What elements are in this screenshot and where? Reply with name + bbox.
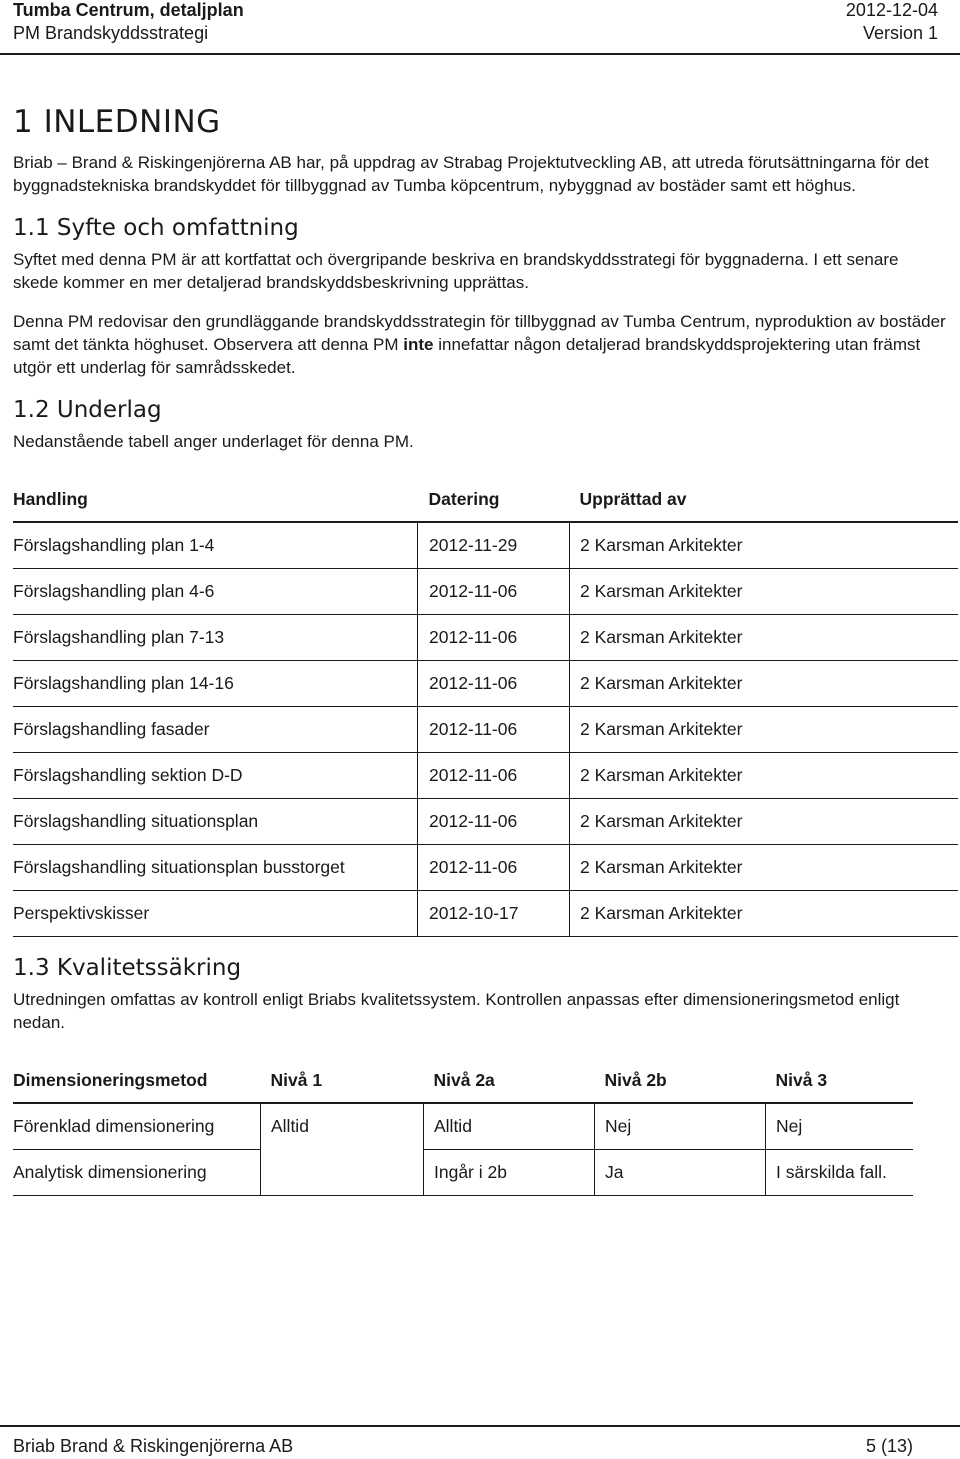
method-cell: Analytisk dimensionering xyxy=(13,1150,261,1196)
page-number: 5 (13) xyxy=(865,1436,913,1456)
author-cell: 2 Karsman Arkitekter xyxy=(570,522,959,569)
scope-paragraph xyxy=(13,310,948,379)
date-cell: 2012-11-06 xyxy=(418,615,570,661)
level-cell: Ingår i 2b xyxy=(424,1150,595,1196)
column-header: Handling xyxy=(13,477,418,522)
table-header-row xyxy=(13,1058,913,1103)
header-subtitle: PM Brandskyddsstrategi xyxy=(13,23,209,43)
table-row xyxy=(13,799,958,845)
author-cell: 2 Karsman Arkitekter xyxy=(570,707,959,753)
quality-table xyxy=(13,1058,913,1196)
document-name-cell: Förslagshandling situationsplan xyxy=(13,799,418,845)
column-header: Nivå 1 xyxy=(261,1058,424,1103)
document-name-cell: Förslagshandling fasader xyxy=(13,707,418,753)
date-cell: 2012-11-06 xyxy=(418,707,570,753)
table-row xyxy=(13,1103,913,1150)
document-name-cell: Förslagshandling plan 4-6 xyxy=(13,569,418,615)
author-cell: 2 Karsman Arkitekter xyxy=(570,661,959,707)
column-header: Datering xyxy=(418,477,570,522)
document-name-cell: Perspektivskisser xyxy=(13,891,418,937)
table-row xyxy=(13,707,958,753)
date-cell: 2012-11-06 xyxy=(418,569,570,615)
table-row xyxy=(13,1150,913,1196)
footer-company: Briab Brand & Riskingenjörerna AB xyxy=(13,1436,294,1456)
level-cell: Ja xyxy=(595,1150,766,1196)
intro-paragraph: Briab – Brand & Riskingenjörerna AB har, på uppdrag av Strabag Projektutveckling AB, att utreda förutsättningarna för det byggnadstekniska brandskyddet för tillbyggnad av Tumba köpcentrum, nybyggnad av bostäder samt ett höghus. xyxy=(13,153,929,195)
table-row xyxy=(13,615,958,661)
header-date: 2012-12-04 xyxy=(845,0,938,20)
table-row xyxy=(13,891,958,937)
date-cell: 2012-11-06 xyxy=(418,799,570,845)
purpose-paragraph: Syftet med denna PM är att kortfattat och övergripande beskriva en brandskyddsstrategi för byggnaderna. I ett senare skede kommer en mer detaljerad brandskyddsbeskrivning upprättas. xyxy=(13,250,899,292)
table-row xyxy=(13,569,958,615)
date-cell: 2012-11-06 xyxy=(418,661,570,707)
level-cell: Alltid xyxy=(261,1103,424,1150)
method-cell: Förenklad dimensionering xyxy=(13,1103,261,1150)
author-cell: 2 Karsman Arkitekter xyxy=(570,753,959,799)
date-cell: 2012-10-17 xyxy=(418,891,570,937)
main-content xyxy=(13,100,948,1196)
document-name-cell: Förslagshandling sektion D-D xyxy=(13,753,418,799)
table-row xyxy=(13,522,958,569)
author-cell: 2 Karsman Arkitekter xyxy=(570,799,959,845)
scope-emphasis: inte xyxy=(403,335,434,354)
column-header: Upprättad av xyxy=(570,477,959,522)
date-cell: 2012-11-06 xyxy=(418,753,570,799)
author-cell: 2 Karsman Arkitekter xyxy=(570,891,959,937)
level-cell: I särskilda fall. xyxy=(766,1150,914,1196)
header-version: Version 1 xyxy=(862,23,938,43)
author-cell: 2 Karsman Arkitekter xyxy=(570,569,959,615)
table-row xyxy=(13,753,958,799)
scope-text-a: Denna PM redovisar den grundläggande brandskyddsstrategin för tillbyggnad av Tumba Centrum, nyproduktion av bostäder samt det tänkta höghuset. Observera att denna PM xyxy=(13,312,946,354)
page-header xyxy=(13,0,938,48)
column-header: Dimensioneringsmetod xyxy=(13,1058,261,1103)
document-name-cell: Förslagshandling plan 1-4 xyxy=(13,522,418,569)
section-heading-1-2: 1.2 Underlag xyxy=(13,397,162,423)
column-header: Nivå 2b xyxy=(595,1058,766,1103)
section-heading-1: 1 INLEDNING xyxy=(13,104,221,140)
date-cell: 2012-11-06 xyxy=(418,845,570,891)
column-header: Nivå 3 xyxy=(766,1058,914,1103)
author-cell: 2 Karsman Arkitekter xyxy=(570,845,959,891)
section-heading-1-3: 1.3 Kvalitetssäkring xyxy=(13,955,242,981)
table-header-row xyxy=(13,477,958,522)
header-title: Tumba Centrum, detaljplan xyxy=(13,0,244,20)
basis-intro: Nedanstående tabell anger underlaget för denna PM. xyxy=(13,432,414,451)
table-row xyxy=(13,661,958,707)
date-cell: 2012-11-29 xyxy=(418,522,570,569)
section-heading-1-1: 1.1 Syfte och omfattning xyxy=(13,215,299,241)
author-cell: 2 Karsman Arkitekter xyxy=(570,615,959,661)
level-cell: Nej xyxy=(595,1103,766,1150)
basis-table xyxy=(13,477,958,937)
footer-divider xyxy=(0,1425,960,1427)
document-name-cell: Förslagshandling plan 14-16 xyxy=(13,661,418,707)
column-header: Nivå 2a xyxy=(424,1058,595,1103)
document-name-cell: Förslagshandling situationsplan busstorget xyxy=(13,845,418,891)
scope-text-b: innefattar någon detaljerad brandskyddsprojektering utan främst utgör ett underlag för samrådsskedet. xyxy=(13,335,921,377)
header-divider xyxy=(0,53,960,55)
quality-paragraph: Utredningen omfattas av kontroll enligt Briabs kvalitetssystem. Kontrollen anpassas efter dimensioneringsmetod enligt nedan. xyxy=(13,990,900,1032)
level-cell: Nej xyxy=(766,1103,914,1150)
level-cell xyxy=(261,1150,424,1196)
document-name-cell: Förslagshandling plan 7-13 xyxy=(13,615,418,661)
level-cell: Alltid xyxy=(424,1103,595,1150)
table-row xyxy=(13,845,958,891)
